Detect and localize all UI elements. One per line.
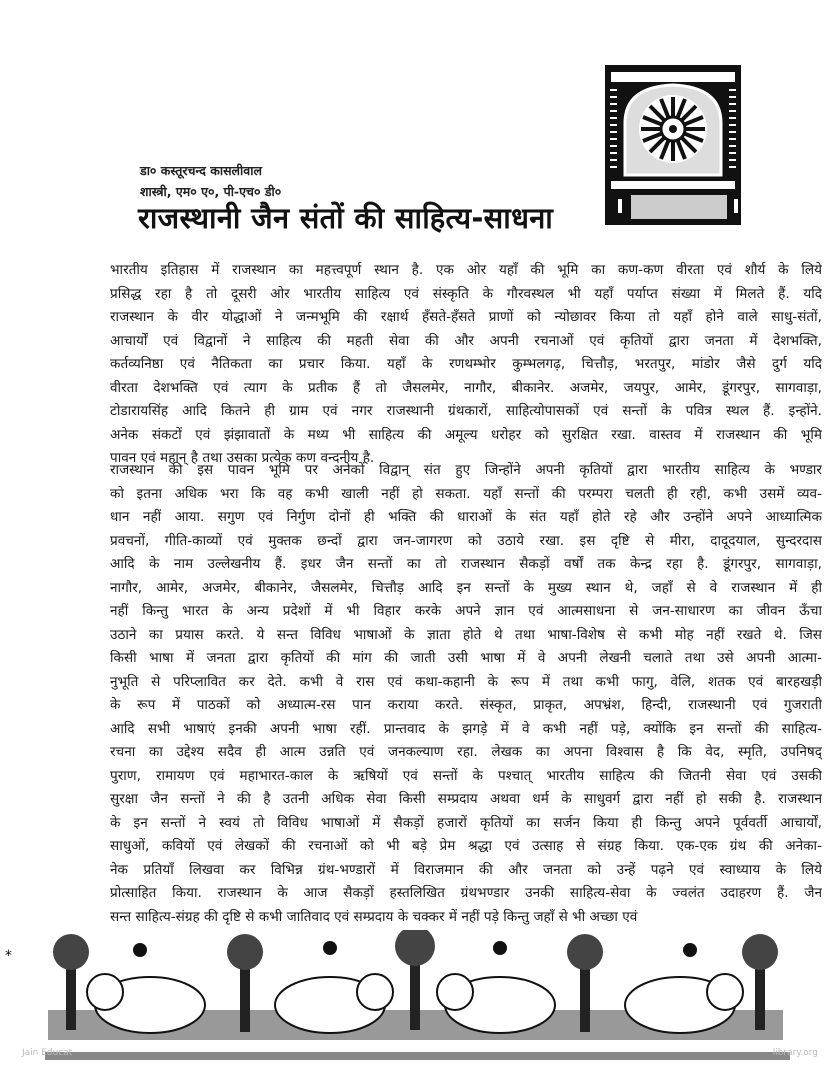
- text-line: को इतना अधिक भरा कि वह कभी खाली नहीं हो सकता. यहाँ सन्तों की परम्परा चलती ही रही, कभी उसमें व्यव-: [110, 485, 822, 502]
- text-line: प्रसिद्ध रहा है तो दूसरी ओर भारतीय साहित्य एवं संस्कृति के गौरवस्थल भी यहाँ पर्याप्त संख्या में मिलते हैं. यदि: [110, 285, 822, 302]
- text-line: के इन सन्तों ने स्वयं तो विविध भाषाओं में सैकड़ों हजारों कृतियों का सर्जन किया ही किन्तु अपने पूर्ववर्ती आचार्यों,: [110, 814, 822, 831]
- text-line: प्रवचनों, गीति-काव्यों एवं मुक्तक छन्दों द्वारा जन-जागरण को उठाये रखा. इस दृष्टि से मीरा, दादूदयाल, सुन्दरदास: [110, 532, 822, 549]
- text-line: प्रोत्साहित किया. राजस्थान के आज सैकड़ों हस्तलिखित ग्रंथभण्डार उनकी साहित्य-सेवा के ज्वलंत उदाहरण हैं. जैन: [110, 885, 822, 901]
- text-line: उठाने का प्रयास करते. ये सन्त विविध भाषाओं के ज्ञाता होते थे तथा भाषा-विशेष से कभी मोह नहीं रखते थे. जिस: [110, 626, 822, 643]
- text-line: नहीं किन्तु भारत के अन्य प्रदेशों में भी विहार करके अपने ज्ञान एवं आत्मसाधना से जन-साधारण का जीवन ऊँचा: [110, 603, 822, 619]
- elephant-tree-border-illustration: [0, 930, 828, 1071]
- author-degrees: शास्त्री, एम० ए०, पी-एच० डी०: [140, 184, 282, 199]
- text-line: नेक प्रतियाँ लिखवा कर विभिन्न ग्रंथ-भण्डारों में विराजमान की और जनता को उन्हें पढ़ने एवं स्वाध्याय के लिये: [110, 861, 822, 878]
- text-line: आचार्यों एवं विद्वानों ने साहित्य की महती सेवा की और अपनी रचनाओं एवं कृतियों द्वारा जनता में देशभक्ति,: [110, 332, 822, 349]
- text-line: अनेक संकटों एवं झंझावातों के मध्य भी साहित्य की अमूल्य धरोहर को सुरक्षित रखा. वास्तव में राजस्थान की भूमि: [110, 426, 822, 443]
- text-line: कर्तव्यनिष्ठा एवं नैतिकता का प्रचार किया. यहाँ के रणथम्भोर कुम्भलगढ़, चित्तौड़, भरतपुर, मांडोर जैसे दुर्ग यदि: [110, 356, 822, 372]
- text-line: पावन एवं महान् है तथा उसका प्रत्येक कण वन्दनीय है.: [110, 450, 375, 466]
- text-line: टोडारायसिंह आदि कितने ही ग्राम एवं नगर राजस्थानी ग्रंथकारों, साहित्योपासकों एवं सन्तों के पवित्र स्थल हैं. इन्होंने.: [110, 403, 822, 419]
- paragraph-1: [110, 259, 822, 471]
- text-line: नागौर, आमेर, अजमेर, बीकानेर, जैसलमेर, चित्तौड़ आदि इन सन्तों के मुख्य स्थान थे, जहाँ से वे राजस्थान में ही: [110, 579, 822, 596]
- watermark-right: library.org: [772, 1048, 818, 1058]
- text-line: नुभूति से परिप्लावित कर देते. कभी वे रास एवं कथा-कहानी के रूप में तथा कभी फागु, वेलि, शतक एवं बारहखड़ी: [110, 673, 822, 690]
- text-line: के रूप में पाठकों को अध्यात्म-रस पान कराया करते. संस्कृत, प्राकृत, अपभ्रंश, हिन्दी, राजस्थानी एवं गुजराती: [110, 697, 822, 713]
- text-line: धान नहीं आया. सगुण एवं निर्गुण दोनों ही भक्ति की धाराओं के संत यहाँ होते रहे और उन्होंने अपने आध्यात्मिक: [110, 509, 822, 525]
- text-line: आदि के नाम उल्लेखनीय हैं. इधर जैन सन्तों का तो राजस्थान सैकड़ों वर्षों तक केन्द्र रहा है. डूंगरपुर, सागवाड़ा,: [110, 556, 822, 572]
- text-line: राजस्थान के वीर योद्धाओं ने जन्मभूमि की रक्षार्थ हँसते-हँसते प्राणों को न्योछावर किया तो यहाँ होने वाले साधु-संतों,: [110, 309, 822, 325]
- text-line: रचना का उद्देश्य सदैव ही आत्म उन्नति एवं जनकल्याण रहा. लेखक का अपना विश्वास है कि वेद, स्मृति, उपनिषद्: [110, 744, 822, 760]
- article-title: राजस्थानी जैन संतों की साहित्य-साधना: [138, 201, 554, 235]
- text-line: वीरता देशभक्ति एवं त्याग के प्रतीक हैं तो जैसलमेर, नागौर, बीकानेर. अजमेर, जयपुर, आमेर, डूंगरपुर, सागवाड़ा,: [110, 379, 822, 396]
- svg-text:*: *: [5, 948, 12, 964]
- paragraph-2: [110, 459, 822, 929]
- text-line: सुरक्षा जैन सन्तों ने की है उतनी अधिक सेवा किसी सम्प्रदाय अथवा धर्म के साधुवर्ग द्वारा नहीं हो सकी है. राजस्थान: [110, 791, 822, 807]
- text-line: राजस्थान की इस पावन भूमि पर अनेकों विद्वान् संत हुए जिन्होंने अपनी कृतियों द्वारा भारतीय साहित्य के भण्डार: [110, 462, 822, 478]
- watermark-left: Jain Educat: [22, 1048, 73, 1058]
- author-name: डा० कस्तूरचन्द कासलीवाल: [140, 163, 262, 178]
- text-line: सन्त साहित्य-संग्रह की दृष्टि से कभी जातिवाद एवं सम्प्रदाय के चक्कर में नहीं पड़े किन्तु जहाँ से भी अच्छा एवं: [110, 908, 638, 925]
- dharma-chakra-emblem: [603, 63, 743, 227]
- text-line: किसी भाषा में जनता द्वारा कृतियों की मांग की जाती उसी भाषा में वे अपनी लेखनी चलाते तथा उसे अपनी आत्मा-: [110, 650, 822, 666]
- text-line: साधुओं, कवियों एवं लेखकों की रचनाओं को भी बड़े प्रेम श्रद्धा एवं उत्साह से संग्रह किया. एक-एक ग्रंथ की अनेका-: [110, 838, 822, 854]
- text-line: पुराण, रामायण एवं महाभारत-काल के ऋषियों एवं सन्तों के पश्चात् भारतीय साहित्य की जितनी सेवा एवं उसकी: [110, 767, 822, 784]
- text-line: आदि सभी भाषाएं इनकी अपनी भाषा रहीं. प्रान्तवाद के झगड़े में वे कभी नहीं पड़े, क्योंकि इन सन्तों की साहित्य-: [110, 720, 822, 737]
- text-line: भारतीय इतिहास में राजस्थान का महत्त्वपूर्ण स्थान है. एक ओर यहाँ की भूमि का कण-कण वीरता एवं शौर्य के लिये: [110, 262, 822, 278]
